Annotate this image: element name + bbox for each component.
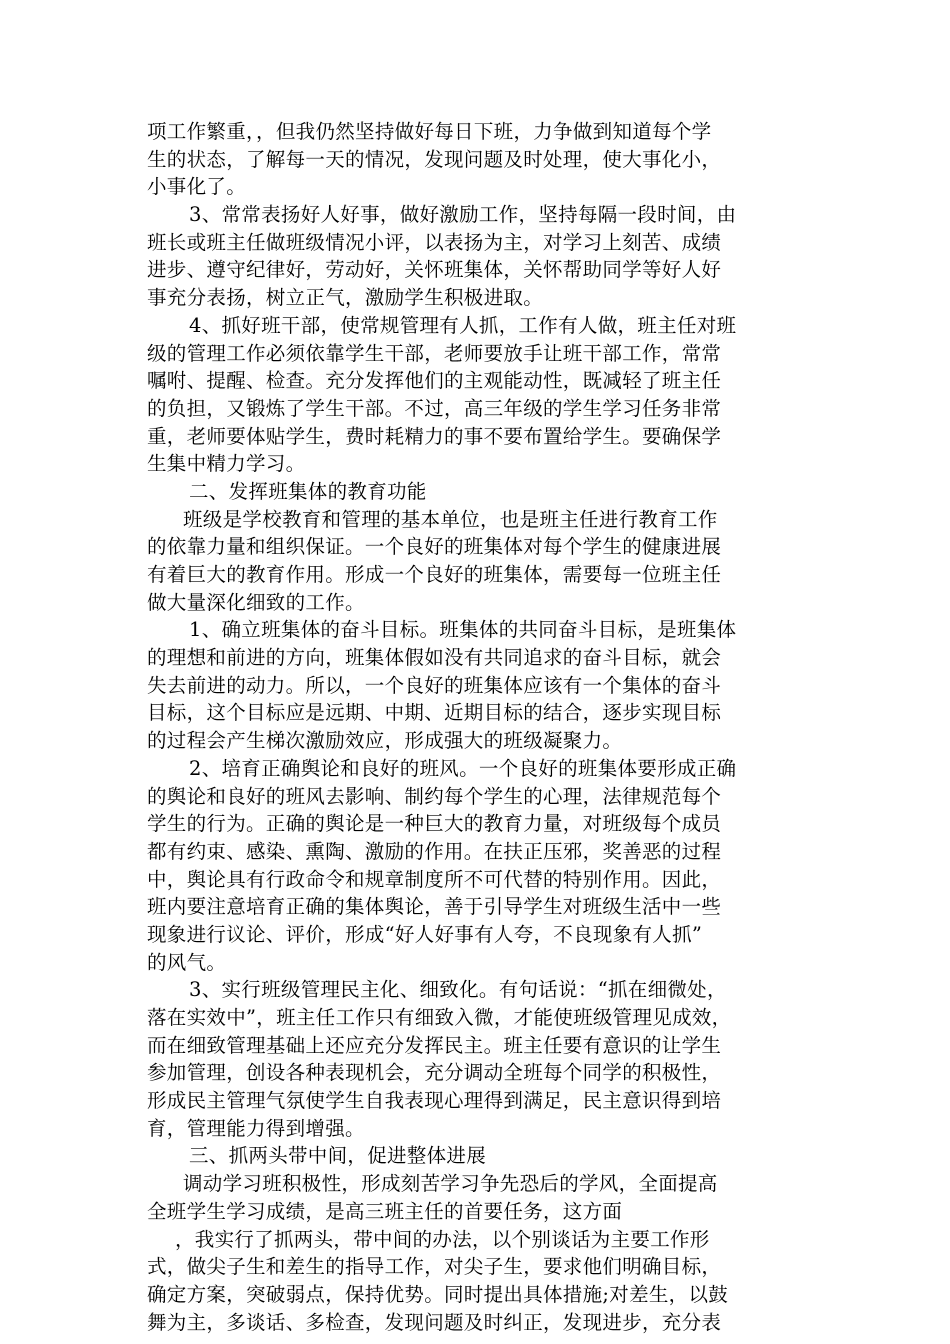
text-line: 中，舆论具有行政命令和规章制度所不可代替的特别作用。因此， [147, 867, 722, 891]
paragraph-start: 3、常常表扬好人好事，做好激励工作，坚持每隔一段时间，由 [189, 203, 737, 227]
paragraph-start: 2、培育正确舆论和良好的班风。一个良好的班集体要形成正确 [189, 756, 737, 780]
text-line: 学生的行为。正确的舆论是一种巨大的教育力量，对班级每个成员 [147, 812, 722, 836]
text-line: 级的管理工作必须依靠学生干部，老师要放手让班干部工作，常常 [147, 341, 722, 365]
paragraph-start: 调动学习班积极性，形成刻苦学习争先恐后的学风，全面提高 [183, 1172, 718, 1196]
text-line: 的风气。 [147, 950, 227, 974]
text-line: 嘱咐、提醒、检查。充分发挥他们的主观能动性，既减轻了班主任 [147, 369, 722, 393]
text-line: 形成民主管理气氛使学生自我表现心理得到满足，民主意识得到培 [147, 1089, 722, 1113]
text-line: 生集中精力学习。 [147, 452, 306, 476]
paragraph-start: 4、抓好班干部，使常规管理有人抓，工作有人做，班主任对班 [189, 313, 737, 337]
text-line: 全班学生学习成绩，是高三班主任的首要任务，这方面 [147, 1199, 623, 1223]
text-line: 舞为主，多谈话、多检查，发现问题及时纠正，发现进步，充分表 [147, 1310, 722, 1334]
text-line: 生的状态，了解每一天的情况，发现问题及时处理，使大事化小， [147, 147, 722, 171]
text-line: 育，管理能力得到增强。 [147, 1116, 365, 1140]
text-line: 确定方案，突破弱点，保持优势。同时提出具体措施;对差生，以鼓 [147, 1282, 729, 1306]
text-line: 式，做尖子生和差生的指导工作，对尖子生，要求他们明确目标， [147, 1255, 722, 1279]
section-heading: 二、发挥班集体的教育功能 [189, 479, 427, 503]
text-line: 而在细致管理基础上还应充分发挥民主。班主任要有意识的让学生 [147, 1033, 722, 1057]
paragraph-start: 1、确立班集体的奋斗目标。班集体的共同奋斗目标，是班集体 [189, 618, 737, 642]
paragraph-start: ，我实行了抓两头，带中间的办法，以个别谈话为主要工作形 [175, 1227, 710, 1251]
text-line: 的依靠力量和组织保证。一个良好的班集体对每个学生的健康进展 [147, 535, 722, 559]
document-body [147, 118, 807, 1336]
text-line: 参加管理，创设各种表现机会，充分调动全班每个同学的积极性， [147, 1061, 722, 1085]
text-line: 失去前进的动力。所以，一个良好的班集体应该有一个集体的奋斗 [147, 673, 722, 697]
text-line: 的过程会产生梯次激励效应，形成强大的班级凝聚力。 [147, 729, 623, 753]
paragraph-start: 班级是学校教育和管理的基本单位，也是班主任进行教育工作 [183, 507, 718, 531]
text-line: 班内要注意培育正确的集体舆论，善于引导学生对班级生活中一些 [147, 895, 722, 919]
text-line: 事充分表扬，树立正气，激励学生积极进取。 [147, 286, 544, 310]
paragraph-start: 3、实行班级管理民主化、细致化。有句话说：“抓在细微处， [189, 978, 727, 1002]
text-line: 项工作繁重，，但我仍然坚持做好每日下班，力争做到知道每个学 [147, 120, 712, 143]
text-line: 落在实效中”，班主任工作只有细致入微，才能使班级管理见成效， [147, 1006, 732, 1029]
text-line: 的负担，又锻炼了学生干部。不过，高三年级的学生学习任务非常 [147, 396, 722, 420]
text-line: 的舆论和良好的班风去影响、制约每个学生的心理，法律规范每个 [147, 784, 722, 808]
text-line: 都有约束、感染、熏陶、激励的作用。在扶正压邪，奖善恶的过程 [147, 839, 722, 863]
text-line: 有着巨大的教育作用。形成一个良好的班集体，需要每一位班主任 [147, 563, 722, 586]
text-line: 进步、遵守纪律好，劳动好，关怀班集体，关怀帮助同学等好人好 [147, 258, 722, 282]
text-line: 现象进行议论、评价，形成“好人好事有人夸，不良现象有人抓” [147, 922, 703, 946]
section-heading: 三、抓两头带中间，促进整体进展 [189, 1144, 487, 1168]
text-line: 重，老师要体贴学生，费时耗精力的事不要布置给学生。要确保学 [147, 424, 722, 448]
text-line: 目标，这个目标应是远期、中期、近期目标的结合，逐步实现目标 [147, 701, 722, 725]
text-line: 班长或班主任做班级情况小评，以表扬为主，对学习上刻苦、成绩 [147, 230, 722, 254]
text-line: 的理想和前进的方向，班集体假如没有共同追求的奋斗目标，就会 [147, 646, 722, 670]
text-line: 小事化了。 [147, 175, 247, 199]
text-line: 做大量深化细致的工作。 [147, 590, 365, 614]
